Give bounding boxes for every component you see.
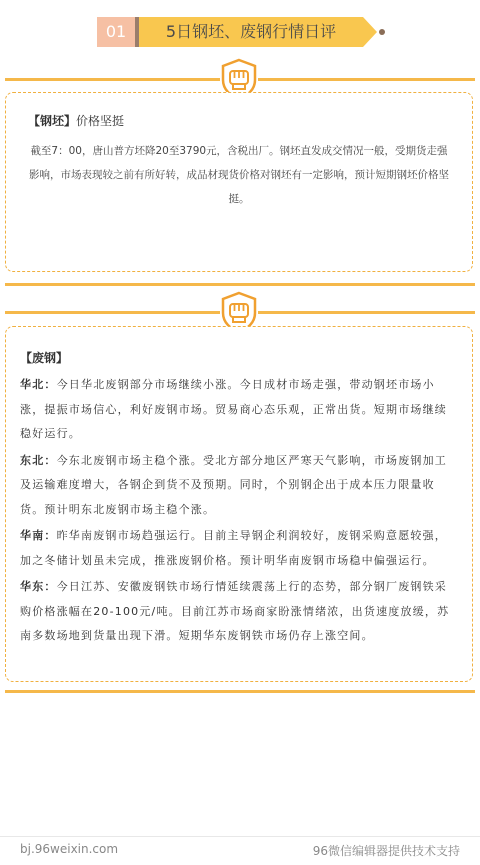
header-dot [379,29,385,35]
footer-divider [0,836,480,837]
billet-card [5,92,473,272]
footer-credit: 96微信编辑器提供技术支持 [312,844,460,858]
region-name: 华南： [20,529,57,542]
region-paragraph [20,524,458,573]
divider-line [5,283,475,286]
region-name: 东北： [20,453,57,467]
region-paragraph [20,373,458,447]
region-paragraph [20,449,458,523]
region-paragraph [20,575,458,649]
scrap-card [5,326,473,682]
billet-tag: 【钢坯】 [28,114,77,128]
header-number: 01 [97,17,135,47]
divider-line [5,690,475,693]
region-text: 昨华南废钢市场趋强运行。目前主导钢企利润较好，废钢采购意愿较强，加之冬储计划虽未完成，推涨废钢价格。预计明华南废钢市场稳中偏强运行。 [20,529,448,567]
region-text: 今日江苏、安徽废钢铁市场行情延续震荡上行的态势，部分钢厂废钢铁采购价格涨幅在20-100元/吨。目前江苏市场商家盼涨情绪浓，出货速度放缓，苏南多数场地到货量出现下滑。短期华东废钢铁市场仍存上涨空间。 [20,580,450,642]
region-name: 华北： [20,378,57,391]
billet-subtitle: 价格坚挺 [76,114,125,128]
billet-heading [28,113,450,129]
region-name: 华东： [20,580,57,593]
header-title: 5日钢坯、废钢行情日评 [139,17,363,47]
section-header [97,17,389,47]
footer-link[interactable]: bj.96weixin.com [20,842,119,856]
header-arrow [363,17,377,47]
scrap-tag: 【废钢】 [20,351,69,365]
billet-text: 截至7：00，唐山普方坯降20至3790元，含税出厂。钢坯直发成交情况一般，受期货走强影响，市场表现较之前有所好转，成品材现货价格对钢坯有一定影响，预计短期钢坯价格坚挺。 [29,145,449,205]
region-text: 今东北废钢市场主稳个涨。受北方部分地区严寒天气影响，市场废钢加工及运输难度增大，各钢企到货不及预期。同时，个别钢企出于成本压力限量收货。预计明东北废钢市场主稳个涨。 [20,453,448,516]
region-text: 今日华北废钢部分市场继续小涨。今日成材市场走强，带动钢坯市场小涨，提振市场信心，利好废钢市场。贸易商心态乐观，正常出货。短期市场继续稳好运行。 [20,378,447,440]
